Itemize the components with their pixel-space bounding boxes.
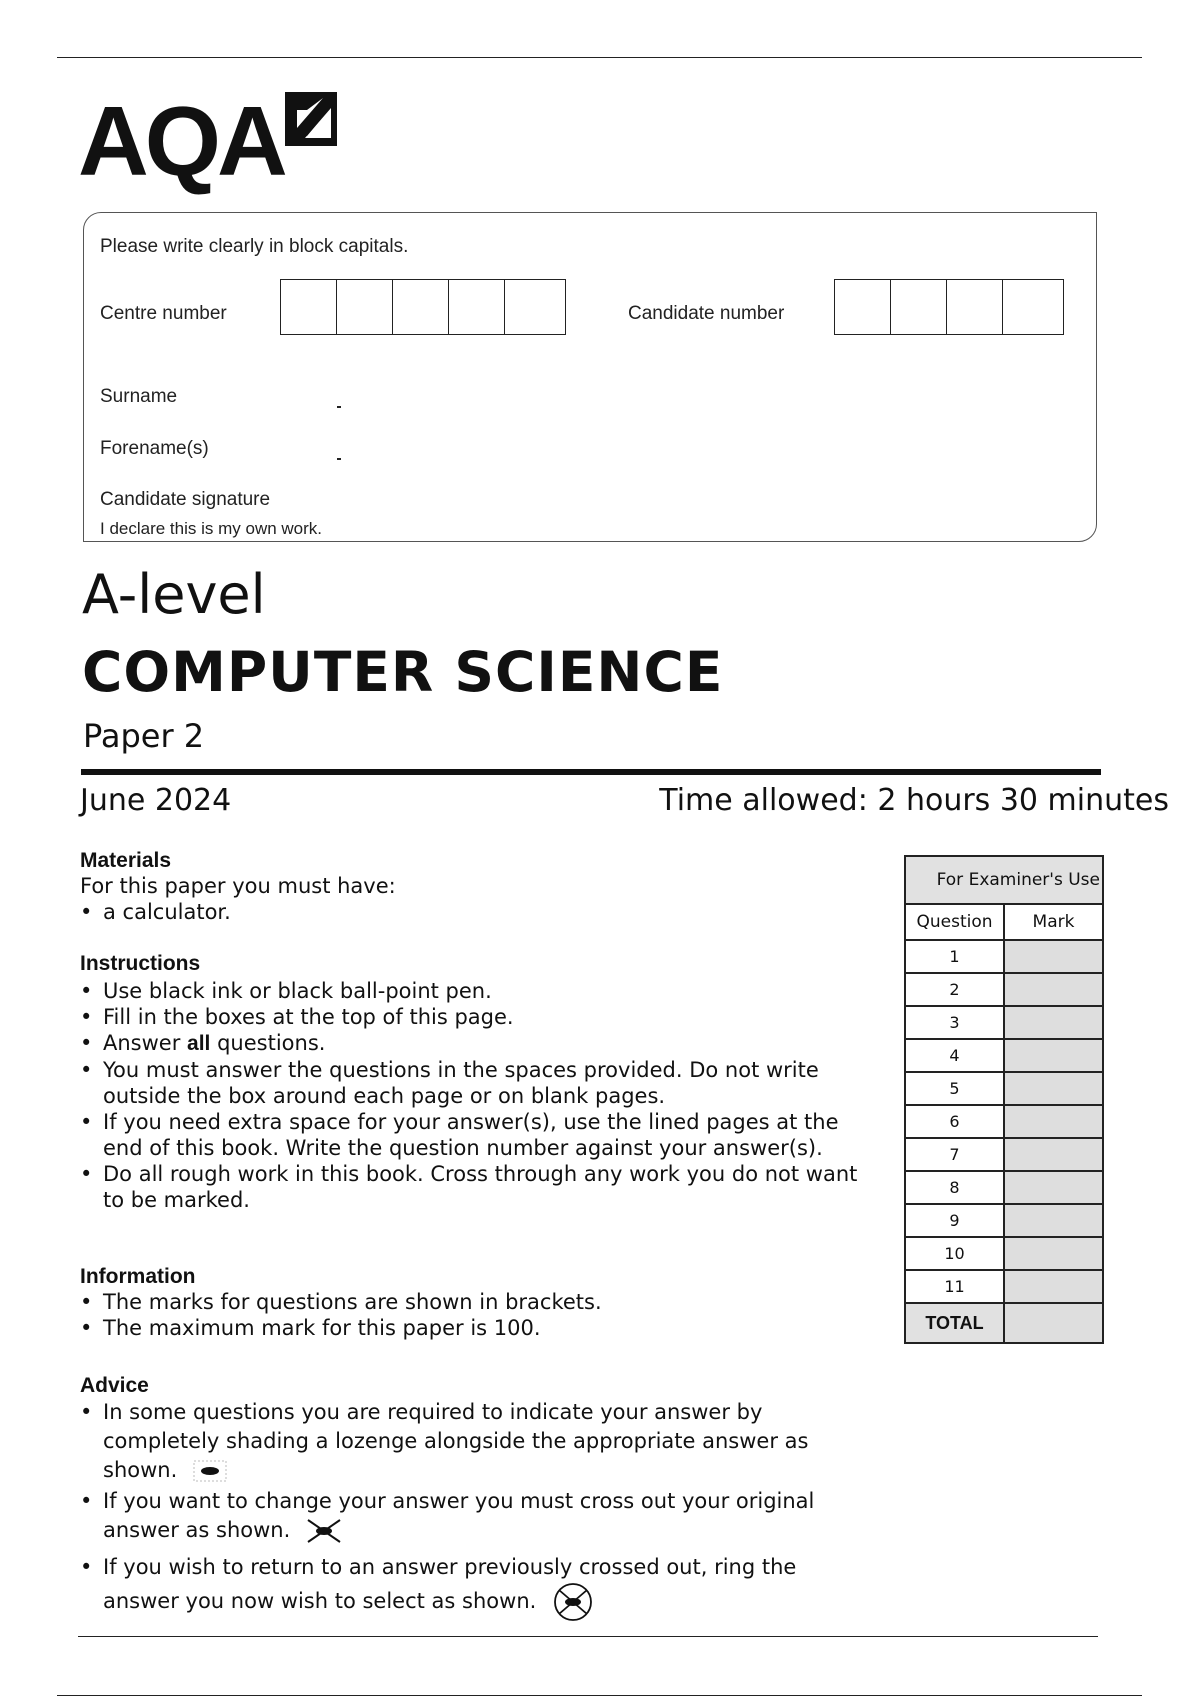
advice-section	[80, 1374, 870, 1622]
title-divider	[81, 769, 1101, 775]
signature-label: Candidate signature	[100, 489, 271, 510]
materials-heading: Materials	[80, 849, 172, 872]
instruction-item: • Fill in the boxes at the top of this page.	[80, 1004, 870, 1030]
instructions-section	[80, 952, 870, 1213]
advice-item	[80, 1398, 870, 1485]
bottom-rule	[57, 1695, 1142, 1696]
information-section	[80, 1265, 870, 1341]
examiner-use-table	[904, 855, 1104, 1344]
mark-cell	[1004, 1138, 1103, 1171]
question-number: 11	[905, 1270, 1004, 1303]
advice-bottom-rule	[78, 1636, 1098, 1637]
instruction-answer-text: Answer	[103, 1031, 181, 1055]
total-mark-cell	[1004, 1303, 1103, 1343]
instruction-item	[80, 1030, 870, 1057]
examiner-use-title: For Examiner's Use	[905, 856, 1103, 904]
question-number: 2	[905, 973, 1004, 1006]
candidate-number-label: Candidate number	[628, 303, 785, 324]
centre-digit-box[interactable]	[505, 280, 561, 334]
shaded-lozenge-icon	[192, 1459, 228, 1483]
aqa-logo-text: AQA	[78, 86, 284, 196]
mark-cell	[1004, 1006, 1103, 1039]
question-number: 10	[905, 1237, 1004, 1270]
mark-cell	[1004, 1039, 1103, 1072]
aqa-logo-mark-icon	[283, 90, 339, 148]
information-item: • The maximum mark for this paper is 100.	[80, 1315, 870, 1341]
total-label: TOTAL	[905, 1303, 1004, 1343]
question-number: 1	[905, 940, 1004, 973]
qualification-level: A-level	[82, 563, 266, 626]
question-number: 3	[905, 1006, 1004, 1039]
centre-digit-box[interactable]	[393, 280, 449, 334]
candidate-digit-box[interactable]	[947, 280, 1003, 334]
advice-shade-text: In some questions you are required to indicate your answer by completely shading a lozenge alongside the appropriate answer as shown.	[103, 1400, 809, 1482]
mark-cell	[1004, 1237, 1103, 1270]
instruction-item: • Use black ink or black ball-point pen.	[80, 978, 870, 1004]
mark-cell	[1004, 1270, 1103, 1303]
question-number: 9	[905, 1204, 1004, 1237]
information-heading: Information	[80, 1265, 196, 1288]
forename-label: Forename(s)	[100, 438, 209, 459]
exam-date: June 2024	[80, 783, 232, 818]
instruction-item: • If you need extra space for your answer(s), use the lined pages at the end of this book. Write the question number against your answer(s).	[80, 1109, 870, 1161]
mark-cell	[1004, 1105, 1103, 1138]
advice-item	[80, 1487, 870, 1545]
question-number: 5	[905, 1072, 1004, 1105]
advice-cross-text: If you want to change your answer you must cross out your original answer as shown.	[103, 1489, 815, 1542]
centre-number-label: Centre number	[100, 303, 227, 324]
materials-intro: For this paper you must have:	[80, 874, 396, 898]
mark-cell	[1004, 1171, 1103, 1204]
centre-digit-box[interactable]	[281, 280, 337, 334]
crossed-lozenge-icon	[305, 1517, 343, 1545]
centre-digit-box[interactable]	[337, 280, 393, 334]
top-rule	[57, 57, 1142, 58]
centre-number-field[interactable]	[280, 279, 566, 335]
question-number: 8	[905, 1171, 1004, 1204]
question-number: 4	[905, 1039, 1004, 1072]
advice-ring-text: If you wish to return to an answer previously crossed out, ring the answer you now wish to select as shown.	[103, 1555, 797, 1613]
candidate-digit-box[interactable]	[835, 280, 891, 334]
time-allowed: Time allowed: 2 hours 30 minutes	[659, 783, 1169, 818]
materials-section	[80, 849, 870, 925]
candidate-digit-box[interactable]	[1003, 280, 1059, 334]
mark-column-header: Mark	[1004, 904, 1103, 940]
question-column-header: Question	[905, 904, 1004, 940]
mark-cell	[1004, 1204, 1103, 1237]
instruction-item: • You must answer the questions in the spaces provided. Do not write outside the box around each page or on blank pages.	[80, 1057, 870, 1109]
centre-digit-box[interactable]	[449, 280, 505, 334]
instruction-questions-text: questions.	[217, 1031, 326, 1055]
surname-field[interactable]	[337, 406, 341, 408]
subject-title: COMPUTER SCIENCE	[82, 640, 724, 704]
instruction-all-text: all	[187, 1032, 211, 1055]
block-capitals-instruction: Please write clearly in block capitals.	[100, 236, 409, 257]
instruction-item: • Do all rough work in this book. Cross through any work you do not want to be marked.	[80, 1161, 870, 1213]
information-item: • The marks for questions are shown in brackets.	[80, 1289, 870, 1315]
advice-heading: Advice	[80, 1374, 149, 1397]
question-number: 6	[905, 1105, 1004, 1138]
candidate-number-field[interactable]	[834, 279, 1064, 335]
declaration-text: I declare this is my own work.	[100, 519, 323, 538]
mark-cell	[1004, 1072, 1103, 1105]
advice-item	[80, 1553, 870, 1622]
forename-field[interactable]	[337, 458, 341, 460]
surname-label: Surname	[100, 386, 178, 407]
candidate-digit-box[interactable]	[891, 280, 947, 334]
materials-item: • a calculator.	[80, 899, 870, 925]
paper-number: Paper 2	[83, 717, 205, 755]
question-number: 7	[905, 1138, 1004, 1171]
ringed-lozenge-icon	[551, 1582, 595, 1622]
instructions-heading: Instructions	[80, 952, 201, 975]
mark-cell	[1004, 940, 1103, 973]
mark-cell	[1004, 973, 1103, 1006]
